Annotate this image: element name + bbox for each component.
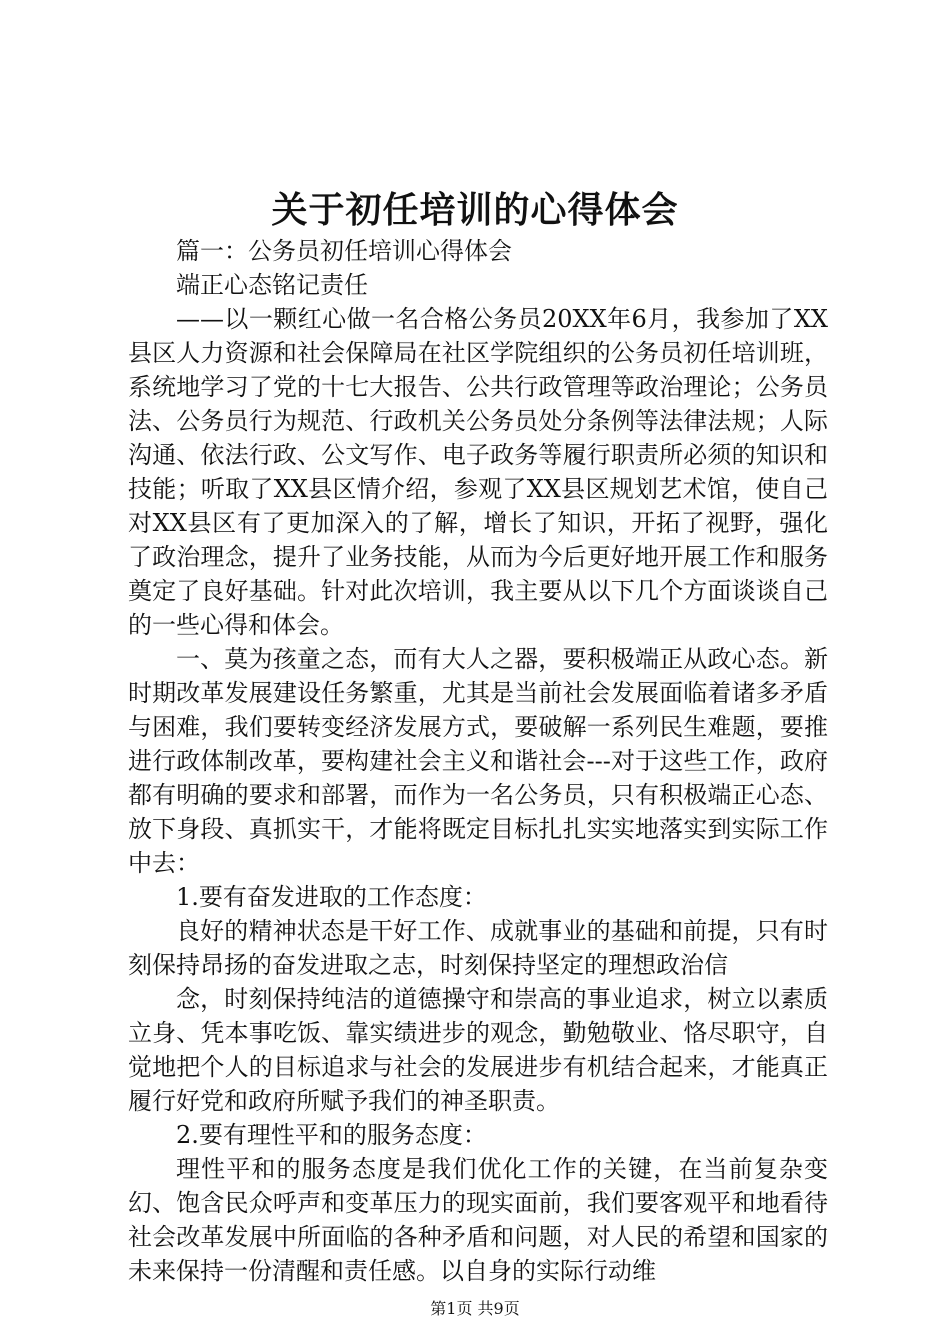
document-title: 关于初任培训的心得体会	[271, 189, 679, 231]
paragraph: 2.要有理性平和的服务态度：	[176, 1121, 487, 1149]
document-body	[128, 234, 828, 1288]
page-footer: 第1页 共9页	[430, 1299, 520, 1318]
paragraph: 篇一：公务员初任培训心得体会	[176, 237, 512, 265]
paragraph: 1.要有奋发进取的工作态度：	[176, 883, 487, 911]
paragraph: 念，时刻保持纯洁的道德操守和崇高的事业追求，树立以素质立身、凭本事吃饭、靠实绩进步的观念，勤勉敬业、恪尽职守，自觉地把个人的目标追求与社会的发展进步有机结合起来，才能真正履行好党和政府所赋予我们的神圣职责。	[128, 985, 828, 1115]
paragraph: 理性平和的服务态度是我们优化工作的关键，在当前复杂变幻、饱含民众呼声和变革压力的现实面前，我们要客观平和地看待社会改革发展中所面临的各种矛盾和问题，对人民的希望和国家的未来保持一份清醒和责任感。以自身的实际行动维	[128, 1155, 828, 1285]
paragraph: ——以一颗红心做一名合格公务员20XX年6月，我参加了XX县区人力资源和社会保障局在社区学院组织的公务员初任培训班，系统地学习了党的十七大报告、公共行政管理等政治理论；公务员法、公务员行为规范、行政机关公务员处分条例等法律法规；人际沟通、依法行政、公文写作、电子政务等履行职责所必须的知识和技能；听取了XX县区情介绍，参观了XX县区规划艺术馆，使自己对XX县区有了更加深入的了解，增长了知识，开拓了视野，强化了政治理念，提升了业务技能，从而为今后更好地开展工作和服务奠定了良好基础。针对此次培训，我主要从以下几个方面谈谈自己的一些心得和体会。	[128, 305, 828, 639]
paragraph: 端正心态铭记责任	[176, 271, 368, 299]
paragraph: 良好的精神状态是干好工作、成就事业的基础和前提，只有时刻保持昂扬的奋发进取之志，时刻保持坚定的理想政治信	[128, 917, 828, 979]
paragraph: 一、莫为孩童之态，而有大人之器，要积极端正从政心态。新时期改革发展建设任务繁重，尤其是当前社会发展面临着诸多矛盾与困难，我们要转变经济发展方式，要破解一系列民生难题，要推进行政体制改革，要构建社会主义和谐社会---对于这些工作，政府都有明确的要求和部署，而作为一名公务员，只有积极端正心态、放下身段、真抓实干，才能将既定目标扎扎实实地落实到实际工作中去：	[128, 645, 828, 877]
